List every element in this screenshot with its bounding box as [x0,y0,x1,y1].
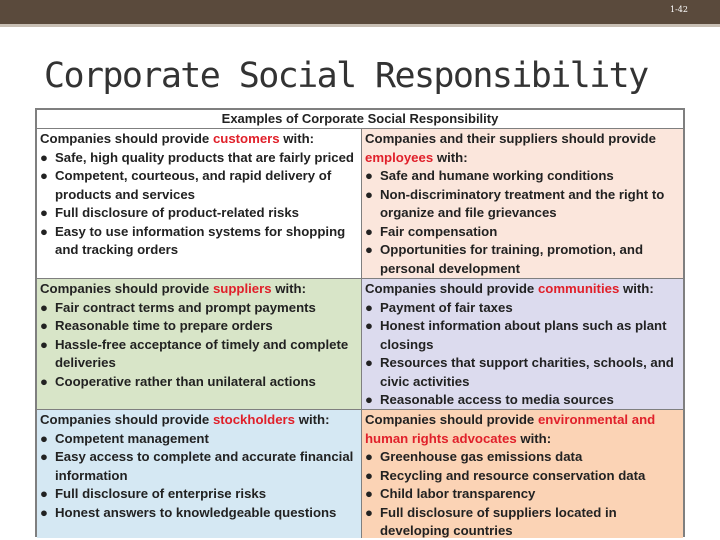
bullet-icon: ● [40,430,48,446]
slide-number: 1-42 [670,5,688,14]
bullet-icon: ● [365,486,373,501]
list-item-text: Full disclosure of enterprise risks [55,486,267,501]
bullet-icon: ● [40,299,48,315]
list-item-text: Payment of fair taxes [380,299,513,315]
list-item [40,504,358,523]
stakeholder-highlight: stockholders [212,412,296,427]
list-item-text: Fair compensation [380,223,498,239]
list-item [365,448,680,467]
bullet-icon: ● [40,318,48,333]
bullet-icon: ● [40,168,48,183]
heading-text: with: [516,430,552,446]
heading-text: Companies should provide [40,281,213,296]
list-item [365,167,680,186]
list-item [365,223,680,242]
cell-heading [365,280,680,299]
table-row [37,129,683,279]
list-item-text: Safe, high quality products that are fairly priced [55,149,354,165]
list-item-text: Fair contract terms and prompt payments [55,299,316,315]
list-item [365,485,680,504]
bullet-icon: ● [365,449,373,464]
bullet-list [365,448,680,538]
list-item [365,354,680,391]
bullet-list [40,430,358,523]
heading-text: Companies should provide [40,131,213,146]
table-heading: Examples of Corporate Social Responsibility [37,110,683,129]
bullet-list [40,299,358,392]
list-item-text: Honest answers to knowledgeable questions [55,504,337,520]
list-item-text: Full disclosure of suppliers located in developing countries [380,504,617,538]
list-item [40,204,358,223]
heading-text: Companies should provide [40,412,213,427]
bullet-icon: ● [365,392,373,407]
cell-heading [40,411,358,430]
list-item [365,504,680,539]
bullet-icon: ● [365,355,373,370]
employees-cell [362,129,683,278]
stakeholder-highlight: environmental and human rights advocates [365,412,656,446]
list-item-text: Easy to use information systems for shopping and tracking orders [55,223,346,257]
list-item [40,485,358,504]
bullet-icon: ● [365,504,373,520]
bullet-icon: ● [40,336,48,352]
heading-text: with: [433,149,468,165]
stockholders-cell [37,410,362,538]
stakeholder-highlight: communities [537,281,620,296]
bullet-icon: ● [40,223,48,239]
communities-cell [362,279,683,409]
list-item-text: Recycling and resource conservation data [380,467,646,483]
bullet-icon: ● [365,242,373,257]
slide-title: Corporate Social Responsibility [44,56,648,96]
list-item [40,223,358,260]
list-item [365,467,680,486]
heading-text: Companies should provide [365,281,538,296]
list-item-text: Opportunities for training, promotion, and personal development [380,242,643,276]
list-item [365,299,680,318]
bullet-icon: ● [365,223,373,239]
bullet-icon: ● [365,186,373,202]
list-item-text: Honest information about plans such as plant closings [380,318,667,352]
stakeholder-highlight: customers [212,131,280,146]
cell-heading [365,411,680,448]
list-item [365,241,680,278]
stakeholder-highlight: employees [365,149,434,165]
heading-text: with: [271,281,307,296]
bullet-list [365,167,680,278]
list-item [365,186,680,223]
list-item-text: Safe and humane working conditions [380,168,614,183]
environmental-cell [362,410,683,538]
list-item-text: Child labor transparency [380,486,536,501]
list-item [40,430,358,449]
list-item [40,299,358,318]
list-item [40,373,358,392]
suppliers-cell [37,279,362,409]
list-item-text: Resources that support charities, schools, and civic activities [380,355,674,389]
bullet-icon: ● [365,318,373,333]
bullet-icon: ● [40,149,48,165]
list-item-text: Competent, courteous, and rapid delivery of products and services [55,168,332,202]
list-item-text: Hassle-free acceptance of timely and complete deliveries [55,336,349,370]
bullet-icon: ● [40,373,48,389]
customers-cell [37,129,362,278]
table-row [37,279,683,410]
list-item [365,317,680,354]
heading-text: with: [279,131,315,146]
bullet-list [365,299,680,410]
cell-heading [40,130,358,149]
table-row [37,410,683,538]
list-item [40,317,358,336]
list-item-text: Competent management [55,430,209,446]
list-item-text: Full disclosure of product-related risks [55,205,300,220]
bullet-icon: ● [40,205,48,220]
list-item [40,448,358,485]
slide-header-bar [0,0,720,27]
list-item [40,167,358,204]
stakeholder-highlight: suppliers [212,281,272,296]
bullet-icon: ● [365,168,373,183]
bullet-icon: ● [40,486,48,501]
list-item [365,391,680,409]
csr-table [35,108,685,537]
cell-heading [40,280,358,299]
list-item-text: Reasonable access to media sources [380,392,614,407]
heading-text: Companies and their suppliers should provide [365,131,656,146]
heading-text: with: [619,281,654,296]
cell-heading [365,130,680,167]
list-item [40,336,358,373]
list-item-text: Greenhouse gas emissions data [380,449,583,464]
bullet-icon: ● [40,449,48,464]
bullet-icon: ● [365,299,373,315]
list-item [40,149,358,168]
bullet-icon: ● [365,467,373,483]
bullet-icon: ● [40,504,48,520]
list-item-text: Cooperative rather than unilateral actions [55,373,316,389]
bullet-list [40,149,358,260]
heading-text: with: [295,412,330,427]
list-item-text: Easy access to complete and accurate financial information [55,449,354,483]
heading-text: Companies should provide [365,412,538,427]
list-item-text: Reasonable time to prepare orders [55,318,273,333]
list-item-text: Non-discriminatory treatment and the right to organize and file grievances [380,186,665,220]
